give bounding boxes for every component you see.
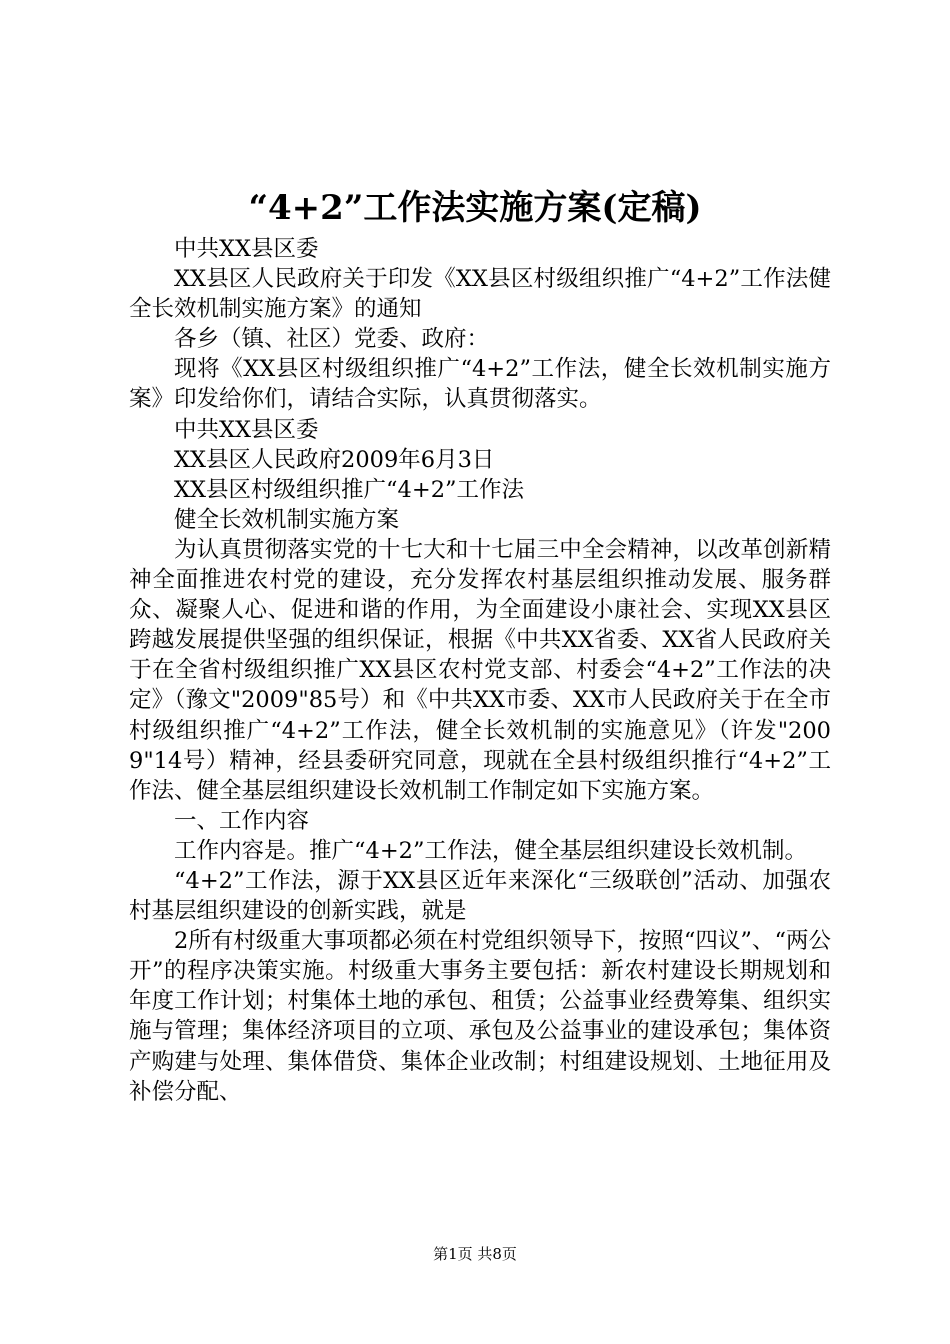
body-paragraph: XX县区人民政府关于印发《XX县区村级组织推广“4+2”工作法健全长效机制实施方案》的通知 — [129, 266, 831, 323]
body-paragraph: 2所有村级重大事项都必须在村党组织领导下，按照“四议”、“两公开”的程序决策实施。村级重大事务主要包括：新农村建设长期规划和年度工作计划；村集体土地的承包、租赁；公益事业经费筹集、组织实施与管理；集体经济项目的立项、承包及公益事业的建设承包；集体资产购建与处理、集体借贷、集体企业改制；村组建设规划、土地征用及补偿分配、 — [129, 928, 831, 1105]
body-paragraph: 现将《XX县区村级组织推广“4+2”工作法，健全长效机制实施方案》印发给你们，请结合实际，认真贯彻落实。 — [129, 356, 831, 413]
body-paragraph: 为认真贯彻落实党的十七大和十七届三中全会精神，以改革创新精神全面推进农村党的建设，充分发挥农村基层组织推动发展、服务群众、凝聚人心、促进和谐的作用，为全面建设小康社会、实现XX县区跨越发展提供坚强的组织保证，根据《中共XX省委、XX省人民政府关于在全省村级组织推广XX县区农村党支部、村委会“4+2”工作法的决定》（豫文"2009"85号）和《中共XX市委、XX市人民政府关于在全市村级组织推广“4+2”工作法，健全长效机制的实施意见》（许发"2009"14号）精神，经县委研究同意，现就在全县村级组织推行“4+2”工作法、健全基层组织建设长效机制工作制定如下实施方案。 — [129, 536, 831, 804]
body-paragraph: 工作内容是。推广“4+2”工作法，健全基层组织建设长效机制。 — [174, 837, 807, 864]
body-paragraph: 中共XX县区委 — [174, 236, 319, 262]
page-footer: 第1页 共8页 — [433, 1245, 517, 1263]
body-paragraph: XX县区人民政府2009年6月3日 — [174, 446, 495, 473]
body-paragraph: 各乡（镇、社区）党委、政府： — [174, 326, 490, 353]
document-title: “4+2”工作法实施方案(定稿) — [248, 188, 702, 228]
section-heading: 一、工作内容 — [174, 807, 310, 834]
body-paragraph: 健全长效机制实施方案 — [174, 506, 400, 533]
body-paragraph: 中共XX县区委 — [174, 416, 319, 443]
document-body — [129, 234, 831, 1107]
body-paragraph: “4+2”工作法，源于XX县区近年来深化“三级联创”活动、加强农村基层组织建设的创新实践，就是 — [129, 867, 831, 925]
body-paragraph: XX县区村级组织推广“4+2”工作法 — [174, 476, 525, 503]
